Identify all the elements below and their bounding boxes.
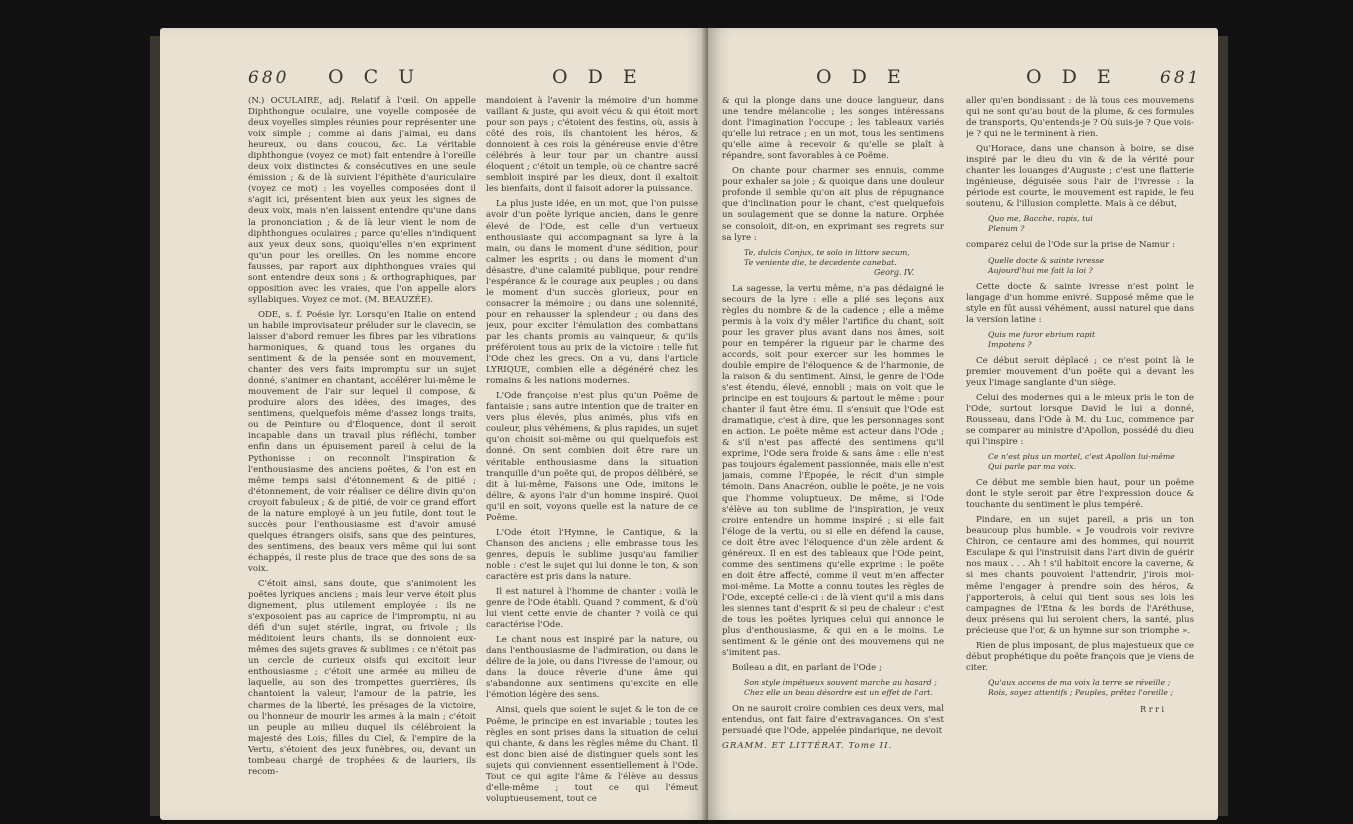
book-edge-right <box>1218 36 1228 816</box>
quote-line: Son style impétueux souvent marche au hasard ; <box>744 678 937 688</box>
paragraph: Le chant nous est inspiré par la nature, ou dans l'enthousiasme de l'admiration, ou dans le délire de la joie, ou dans l'ivresse de l'amour, ou dans la douce rêverie d'une âme qui s'abandonne aux sentimens qu'excite en elle l'émotion légère des sens. <box>486 635 698 701</box>
quote-namur <box>988 256 1194 276</box>
paragraph: Cette docte & sainte ivresse n'est point le langage d'un homme enivré. Supposé même que le style en fût aussi véhément, aussi naturel que dans la version latine : <box>966 281 1194 325</box>
paragraph: La plus juste idée, en un mot, que l'on puisse avoir d'un poëte lyrique ancien, dans le genre élevé de l'Ode, est celle d'un vertueux enthousiaste qui accompagnant sa lyre à la main, ou dans le moment d'une sédition, pour calmer les esprits ; ou dans le moment d'un désastre, d'une calamité publique, pour rendre l'espérance & le courage aux peuples ; ou dans le moment d'un succès glorieux, pour en consacrer la mémoire ; ou dans une solennité, pour en rehausser la splendeur ; ou dans des jeux, pour exciter l'émulation des combattans par les chants promis au vainqueur, & qu'ils préféroient tous au prix de la victoire : telle fut l'Ode chez les grecs. On a vu, dans l'article LYRIQUE, combien elle a dégénéré chez les romains & les nations modernes. <box>486 199 698 387</box>
quote-line: Ce n'est plus un mortel, c'est Apollon lui-même <box>988 452 1175 462</box>
paragraph: On ne sauroit croire combien ces deux vers, mal entendus, ont fait faire d'extravagances. On s'est persuadé que l'Ode, appelée pindarique, ne devoit <box>722 704 944 737</box>
paragraph: Ainsi, quels que soient le sujet & le ton de ce Poëme, le principe en est invariable ; toutes les règles en sont prises dans la situation de celui qui chante, & dans les règles même du Chant. Il est donc bien aisé de distinguer quels sont les sujets qui conviennent essentiellement à l'Ode. Tout ce qui agite l'âme & l'élève au dessus d'elle-même ; tout ce qui l'émeut voluptueusement, tout ce <box>486 705 698 804</box>
quote-line: Chez elle un beau désordre est un effet de l'art. <box>744 688 933 698</box>
paragraph: aller qu'en bondissant : de là tous ces mouvemens qui ne sont qu'au bout de la plume, & ces formules de transports, Qu'entends-je ? Où suis-je ? Que vois-je ? qui ne le terminent à rien. <box>966 96 1194 140</box>
paragraph: comparez celui de l'Ode sur la prise de Namur : <box>966 240 1176 251</box>
running-head-right: O D E <box>816 66 908 88</box>
quote-line: Rois, soyez attentifs ; Peuples, prêtez l'oreille ; <box>988 687 1174 697</box>
entry-ode: ODE, s. f. Poésie lyr. Lorsqu'en Italie on entend un habile improvisateur préluder sur le clavecin, se laisser d'abord remuer les fibres par les vibrations harmoniques, & quand tous les organes du sentiment & de la pensée sont en mouvement, chanter des vers faits impromptu sur un sujet donné, s'animer en chantant, accélérer lui-même le mouvement de l'air sur lequel il compose, & produire alors des idées, des images, des sentimens, quelquefois même d'assez longs traits, ou de Peinture ou d'Éloquence, dont il seroit incapable dans un travail plus réfléchi, tomber enfin dans un épuisement pareil à celui de la Pythonisse : on reconnoît l'inspiration & l'enthousiasme des anciens poëtes, & l'on est en même temps saisi d'étonnement & de pitié ; d'étonnement, de voir réaliser ce délire divin qu'on croyoit fabuleux ; & de pitié, de voir ce grand effort de la nature employé à un jeu futile, dont tout le succès pour l'enthousiasme est d'avoir amusé quelques étrangers oisifs, sans que des peintures, des sentimens, des beaux vers même qui lui sont échappés, il reste plus de trace que des sons de sa voix. <box>248 309 476 574</box>
paragraph: & qui la plonge dans une douce langueur, dans une tendre mélancolie ; les songes intéressans dont l'imagination l'occupe ; les tableaux variés qu'elle lui retrace ; en un mot, tous les sentimens qu'elle aime à recevoir & qu'elle se plaît à répandre, sont favorables à ce Poëme. <box>722 96 944 162</box>
quote-line: Impotens ? <box>988 339 1032 349</box>
running-head-left-2: O D E <box>552 66 644 88</box>
paragraph: La sagesse, la vertu même, n'a pas dédaigné le secours de la lyre : elle a plié ses leçons aux règles du nombre & de la cadence ; elle a même permis à la voix d'y mêler l'artifice du chant, soit pour les graver plus avant dans nos âmes, soit pour en tempérer la rigueur par le charme des accords, soit pour exercer sur les hommes le double empire de l'éloquence & de l'harmonie, de la raison & du sentiment. Ainsi, le genre de l'Ode s'est étendu, élevé, ennobli ; mais on voit que le principe en est toujours & partout le même : pour chanter il faut être ému. Il s'ensuit que l'Ode est dramatique, c'est à dire, que les personnages sont en action. Le poëte même est acteur dans l'Ode ; & s'il n'est pas affecté des sentimens qu'il exprime, l'Ode sera froide & sans âme : elle n'est pas toujours également passionnée, mais elle n'est jamais, comme l'Épopée, le récit d'un simple témoin. Dans Anacréon, oublie le poëte, je ne vois que l'homme voluptueux. De même, si l'Ode s'élève au ton sublime de l'inspiration, je veux croire entendre un homme inspiré ; si elle fait l'éloge de la vertu, ou si elle en défend la cause, ce doit être avec l'éloquence d'un zèle ardent & généreux. Il en est des tableaux que l'Ode peint, comme des sentimens qu'elle exprime : le poëte en doit être affecté, comme il veut m'en affecter moi-même. La Motte a connu toutes les règles de l'Ode, excepté celle-ci : de là vient qu'il a mis dans les siennes tant d'esprit & si peu de chaleur : c'est de tous les poëtes lyriques celui qui annonce le plus d'enthousiasme, & qui en a le moins. Le sentiment & le génie ont des mouvemens qui ne s'imitent pas. <box>722 283 944 659</box>
quote-line: Quis me furor ebrium rapit <box>988 329 1096 339</box>
left-page <box>160 28 708 820</box>
paragraph: L'Ode françoise n'est plus qu'un Poëme de fantaisie ; sans autre intention que de traiter en vers plus élevés, plus animés, plus vifs en couleur, plus véhémens, & plus rapides, un sujet qu'on choisit soi-même ou qui quelquefois est donné. On sent combien doit être rare un véritable enthousiasme dans la situation tranquille d'un poëte qui, de propos délibéré, se dit à lui-même, Faisons une Ode, imitons le délire, & ayons l'air d'un homme inspiré. Quoi qu'il en soit, voyons quelle est la nature de ce Poëme. <box>486 391 698 523</box>
paragraph: C'étoit ainsi, sans doute, que s'animoient les poëtes lyriques anciens ; mais leur verve étoit plus dignement, plus utilement employée : ils ne s'exposoient pas au caprice de l'impromptu, ni au défi d'un sujet stérile, ingrat, ou frivole ; ils méditoient leurs chants, ils se donnoient eux-mêmes des sujets graves & sublimes : ce n'étoit pas un cercle de curieux oisifs qui excitoit leur enthousiasme ; c'étoit une armée au milieu de laquelle, au son des trompettes guerrières, ils chantoient la valeur, l'amour de la patrie, les charmes de la liberté, les présages de la victoire, ou l'honneur de mourir les armes à la main ; c'étoit un peuple au milieu duquel ils célébroient la majesté des Lois, filles du Ciel, & l'empire de la Vertu, s'étoient des jeux funèbres, ou, devant un tombeau chargé de trophées & de lauriers, ils recom- <box>248 579 476 777</box>
paragraph: Ce début seroit déplacé ; ce n'est point là le premier mouvement d'un poëte qui a devant les yeux l'image sanglante d'un siège. <box>966 355 1194 388</box>
quote-line: Aujourd'hui me fait la loi ? <box>988 265 1093 275</box>
paragraph: L'Ode étoit l'Hymne, le Cantique, & la Chanson des anciens ; elle embrasse tous les genres, depuis le sublime jusqu'au familier noble : c'est le sujet qui lui donne le ton, & son caractère est pris dans la nature. <box>486 527 698 582</box>
right-page-column-1 <box>722 96 944 808</box>
quote-line: Te, dulcis Conjux, te solo in littore secum, <box>744 247 910 257</box>
quote-source: Georg. IV. <box>873 267 914 277</box>
quote-final <box>988 678 1194 698</box>
quote-orphee <box>744 248 944 278</box>
quote-line: Plenum ? <box>988 224 1025 234</box>
paragraph: Il est naturel à l'homme de chanter : voilà le genre de l'Ode établi. Quand ? comment, & d'où lui vient cette envie de chanter ? voilà ce qui caractérise l'Ode. <box>486 587 698 631</box>
quote-boileau <box>744 678 944 698</box>
quote-line: Te veniente die, te decedente canebat. <box>744 257 897 267</box>
quote-line: Qu'aux accens de ma voix la terre se réveille ; <box>988 677 1171 687</box>
right-page <box>708 28 1218 820</box>
entry-oculaire: (N.) OCULAIRE, adj. Relatif à l'œil. On appelle Diphthongue oculaire, une voyelle composée de deux voyelles simples réunies pour représenter une voix simple ; comme ai dans j'aimai, eu dans heureux, ou dans coucou, &c. La véritable diphthongue (voyez ce mot) fait entendre à l'oreille deux voix distinctes & consécutives en une seule émission ; & de là suivient l'épithète d'auriculaire (voyez ce mot) : les voyelles composées dont il s'agit ici, présentent bien aux yeux les signes de deux voix, mais n'en laissent entendre qu'une dans la prononciation ; & de là leur vient le nom de diphthongues oculaires ; parce qu'elles n'indiquent aux yeux deux sons, quoiqu'elles n'en expriment qu'un pour les oreilles. On les nomme encore fausses, par raport aux diphthongues vraies qui sont entendre deux sons ; & orthographiques, par opposition avec les vraies, que l'on appelle alors syllabiques. Voyez ce mot. (M. BEAUZÉE). <box>248 96 476 305</box>
page-number-right: 681 <box>1160 68 1202 88</box>
page-number-left: 680 <box>248 68 290 88</box>
left-page-column-1 <box>248 96 476 808</box>
footer-volume: GRAMM. ET LITTÉRAT. Tome II. <box>722 741 893 752</box>
right-page-column-2 <box>966 96 1194 808</box>
signature-mark: R r r i <box>1140 704 1164 714</box>
paragraph: Ce début me semble bien haut, pour un poëme dont le style seroit par être l'expression douce & touchante du sentiment le plus tempéré. <box>966 478 1194 511</box>
paragraph: Rien de plus imposant, de plus majestueux que ce début prophétique du poëte françois que je viens de citer. <box>966 640 1194 673</box>
paragraph: Boileau a dit, en parlant de l'Ode ; <box>732 663 882 674</box>
quote-line: Quelle docte & sainte ivresse <box>988 255 1105 265</box>
paragraph: Qu'Horace, dans une chanson à boire, se dise inspiré par le dieu du vin & de la vérité pour chanter les louanges d'Auguste ; c'est une flatterie ingénieuse, déguisée sous l'air de l'ivresse : la période est courte, le mouvement est rapide, le feu soutenu, & l'illusion complette. Mais à ce début, <box>966 144 1194 210</box>
quote-horace <box>988 214 1194 234</box>
left-page-column-2 <box>486 96 698 808</box>
paragraph: On chante pour charmer ses ennuis, comme pour exhaler sa joie ; & quoique dans une douleur profonde il semble qu'on ait plus de répugnance que d'inclination pour le chant, c'est quelquefois un soulagement que se donne la nature. Orphée se consoloit, dit-on, en exprimant ses regrets sur sa lyre : <box>722 166 944 243</box>
quote-rousseau <box>988 452 1194 472</box>
running-head-left: O C U <box>328 66 422 88</box>
book-edge-left <box>150 36 160 816</box>
paragraph: Celui des modernes qui a le mieux pris le ton de l'Ode, surtout lorsque David le lui a donné, Rousseau, dans l'Ode à M. du Luc, commence par se comparer au ministre d'Apollon, possédé du dieu qui l'inspire : <box>966 392 1194 448</box>
quote-latin <box>988 330 1194 350</box>
quote-line: Quo me, Bacche, rapis, tui <box>988 214 1093 224</box>
paragraph: Pindare, en un sujet pareil, a pris un ton beaucoup plus humble. « Je voudrois voir revivre Chiron, ce centaure ami des hommes, qui nourrit Esculape & qui l'instruisit dans l'art divin de guérir nos maux . . . Ah ! s'il habitoit encore la caverne, & si mes chants pouvoient l'attendrir, j'irois moi-même l'engager à prendre soin des héros, & j'apporterois, à celui qui tient sous ses lois les campagnes de l'Etna & les bords de l'Aréthuse, deux présens qui lui seroient chers, la santé, plus précieuse que l'or, & un hymne sur son triomphe ». <box>966 515 1194 636</box>
quote-line: Qui parle par ma voix. <box>988 462 1077 472</box>
running-head-right-2: O D E <box>1026 66 1118 88</box>
paragraph: mandoient à l'avenir la mémoire d'un homme vaillant & juste, qui avoit vécu & qui étoit mort pour son pays ; c'étoient des festins, où, assis à côté des rois, ils chantoient les héros, & donnoient à ces rois la généreuse envie d'être célébrés à leur tour par un chantre aussi éloquent ; c'étoit un temple, où ce chantre sacré sembloit inspiré par les dieux, dont il exaltoit les bienfaits, dont il faisoit adorer la puissance. <box>486 96 698 195</box>
